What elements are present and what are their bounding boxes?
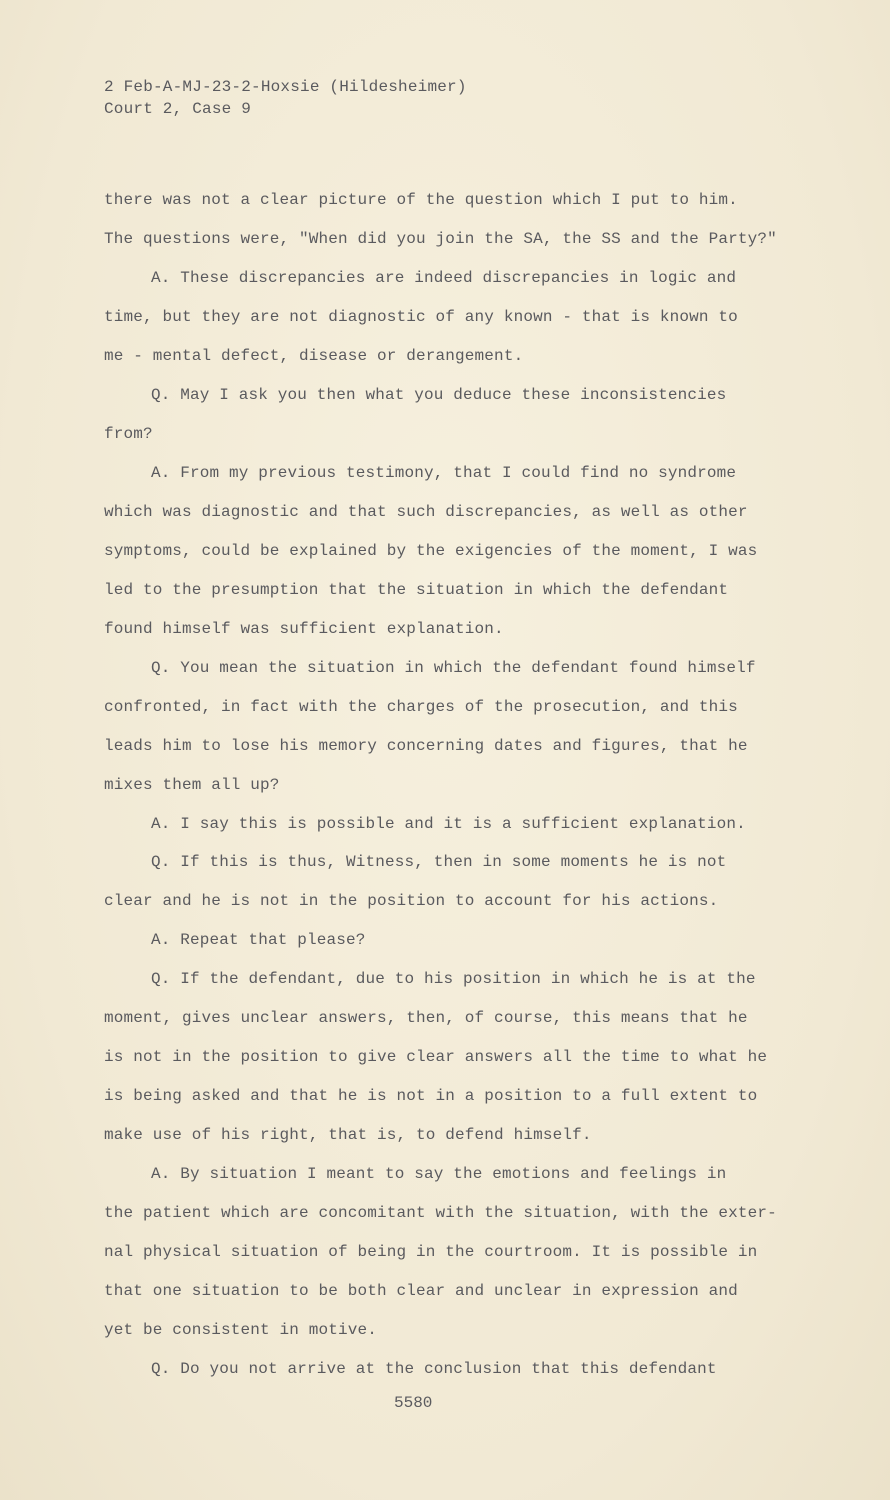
header-line-1: 2 Feb-A-MJ-23-2-Hoxsie (Hildesheimer) — [104, 78, 467, 96]
text-line: found himself was sufficient explanation. — [104, 620, 504, 638]
text-line: A. From my previous testimony, that I could find no syndrome — [151, 464, 737, 482]
text-line: is not in the position to give clear answers all the time to what he — [104, 1048, 768, 1066]
text-line: Q. You mean the situation in which the defendant found himself — [151, 659, 756, 677]
text-line: Q. May I ask you then what you deduce these inconsistencies — [151, 386, 727, 404]
text-line: mixes them all up? — [104, 776, 280, 794]
text-line: the patient which are concomitant with the situation, with the exter- — [104, 1204, 777, 1222]
document-header — [104, 76, 467, 120]
text-line: make use of his right, that is, to defend himself. — [104, 1126, 592, 1144]
text-line: clear and he is not in the position to account for his actions. — [104, 892, 719, 910]
header-line-2: Court 2, Case 9 — [104, 100, 252, 118]
text-line: confronted, in fact with the charges of the prosecution, and this — [104, 698, 738, 716]
text-line: is being asked and that he is not in a position to a full extent to — [104, 1087, 758, 1105]
text-line: yet be consistent in motive. — [104, 1321, 378, 1339]
text-line: there was not a clear picture of the question which I put to him. — [104, 191, 738, 209]
text-line: A. Repeat that please? — [151, 931, 366, 949]
text-line: leads him to lose his memory concerning dates and figures, that he — [104, 737, 748, 755]
text-line: A. These discrepancies are indeed discrepancies in logic and — [151, 269, 737, 287]
page-number: 5580 — [394, 1394, 433, 1412]
text-line: nal physical situation of being in the courtroom. It is possible in — [104, 1243, 758, 1261]
text-line: led to the presumption that the situation in which the defendant — [104, 581, 729, 599]
text-line: from? — [104, 425, 153, 443]
text-line: A. By situation I meant to say the emotions and feelings in — [151, 1165, 727, 1183]
text-line: Q. If this is thus, Witness, then in some moments he is not — [151, 853, 727, 871]
text-line: The questions were, "When did you join the SA, the SS and the Party?" — [104, 230, 777, 248]
text-line: symptoms, could be explained by the exigencies of the moment, I was — [104, 542, 758, 560]
text-line: time, but they are not diagnostic of any known - that is known to — [104, 308, 738, 326]
text-line: me - mental defect, disease or derangement. — [104, 347, 524, 365]
text-line: A. I say this is possible and it is a sufficient explanation. — [151, 815, 746, 833]
text-line: moment, gives unclear answers, then, of course, this means that he — [104, 1009, 748, 1027]
text-line: Q. If the defendant, due to his position in which he is at the — [151, 970, 756, 988]
text-line: that one situation to be both clear and unclear in expression and — [104, 1282, 738, 1300]
text-line: which was diagnostic and that such discrepancies, as well as other — [104, 503, 748, 521]
text-line: Q. Do you not arrive at the conclusion that this defendant — [151, 1360, 717, 1378]
